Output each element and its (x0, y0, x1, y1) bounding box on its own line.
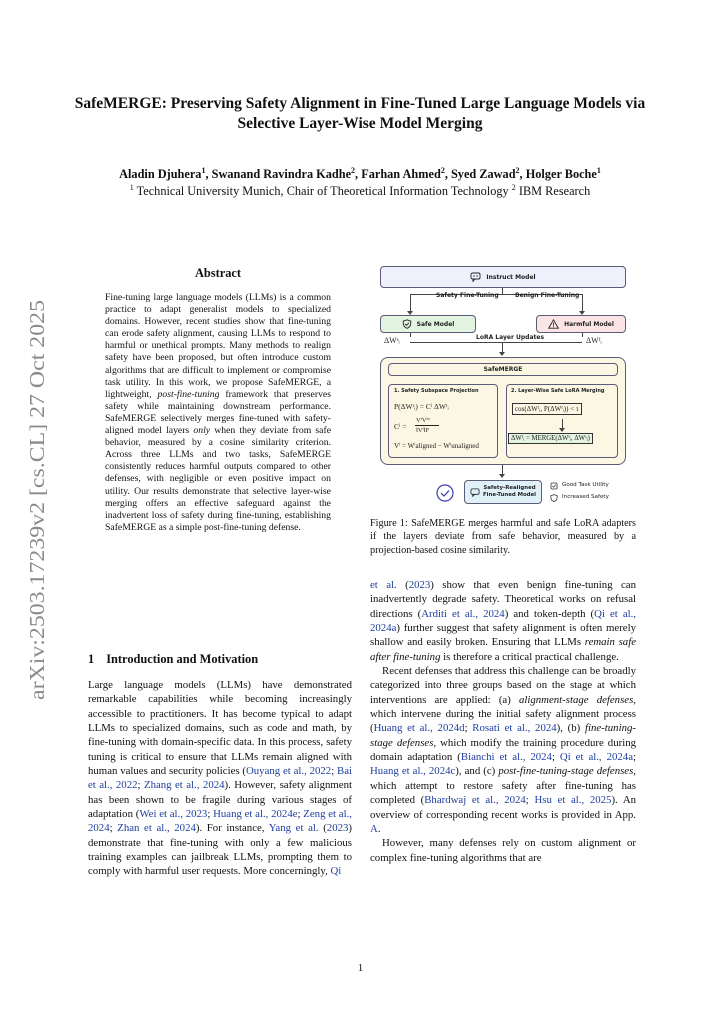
appendix-link[interactable]: A (370, 822, 378, 835)
safety-vector-equation: Vⁱ = Wⁱaligned − Wⁱunaligned (394, 442, 479, 450)
author: Syed Zawad (450, 167, 516, 182)
affiliation: Technical University Munich, Chair of Theoretical Information Technology (136, 184, 509, 199)
figure-1-diagram (370, 262, 636, 508)
safety-finetuning-label: Safety Fine-Tuning (436, 292, 499, 299)
author: Aladin Djuhera (119, 167, 202, 182)
citation-link[interactable]: Arditi et al., 2024 (421, 607, 505, 620)
citation-link[interactable]: Ouyang et al., 2022 (245, 765, 332, 778)
safe-lora-delta: ΔWˢᵢ (384, 336, 400, 345)
citation-link[interactable]: Bai et al., 2022 (88, 765, 352, 792)
citation-link[interactable]: Zeng et al., 2024 (88, 808, 352, 835)
projection-matrix-denominator: ‖Vⁱ‖F (416, 427, 430, 434)
safemerge-title: SafeMERGE (388, 363, 618, 376)
chat-bot-icon (470, 272, 481, 282)
arxiv-identifier (20, 298, 50, 700)
citation-link[interactable]: Huang et al., 2024c (370, 765, 456, 778)
citation-link[interactable]: Zhan et al., 2024 (117, 822, 196, 835)
citation-link[interactable]: Wei et al., 2023 (139, 808, 208, 821)
citation-link[interactable]: Rosati et al., 2024 (472, 722, 557, 735)
instruct-model-box: Instruct Model (380, 266, 626, 288)
intro-right-column: et al. (2023) show that even benign fine-tuning can inadvertently degrade safety. Theoretical works on refusal directions (Arditi et al., 2024) and token-depth (Qi et al., 2024a) further suggest that safety alignment is often merely shallow and easily broken. Ensuring that LLMs remain safe after fine-tuning is therefore a critical practical challenge. Recent defenses that address this challenge can be broadly categorized into three groups based on the stage at which interventions are applied: (a) alignment-stage defenses, which intervene during the initial safety alignment process (Huang et al., 2024d; Rosati et al., 2024), (b) fine-tuning-stage defenses, which modify the training procedure during domain adaptation (Bianchi et al., 2024; Qi et al., 2024a; Huang et al., 2024c), and (c) post-fine-tuning-stage defenses, which attempt to restore safety after fine-tuning has completed (Bhardwaj et al., 2024; Hsu et al., 2025). An overview of corresponding recent works is provided in App. A. However, many defenses rely on custom alignment or complex fine-tuning algorithms that are (370, 579, 637, 864)
lora-updates-label: LoRA Layer Updates (473, 334, 547, 341)
citation-link[interactable]: et al. (370, 579, 397, 591)
citation-link[interactable]: Huang et al., 2024d (373, 722, 465, 735)
warning-icon (548, 319, 559, 329)
author-list: Aladin Djuhera$^1$, Swanand Ravindra Kadhe$^2$, Farhan Ahmed$^2$, Syed Zawad$^2$, Holger Boche$^1$ (119, 166, 601, 182)
chat-bot-icon (470, 488, 480, 497)
merge-equation: ΔWᶠᵢ = MERGE(ΔWᶠᵢ, ΔWˢᵢ) (508, 433, 593, 444)
realigned-model-box: Safety-Realigned Fine-Tuned Model (464, 480, 542, 504)
harmful-lora-delta: ΔWᶠᵢ (586, 336, 602, 345)
citation-link[interactable]: Qi (330, 865, 342, 878)
check-circle-icon (436, 484, 454, 502)
page-number: 1 (357, 962, 364, 974)
citation-link[interactable]: Qi et al., 2024a (370, 607, 637, 635)
benign-finetuning-label: Benign Fine-Tuning (515, 292, 580, 299)
task-utility-icon (550, 482, 558, 490)
intro-left-column: Large language models (LLMs) have demonstrated remarkable capabilities while becoming increasingly accessible to practitioners. It has become typical to adapt LLMs to specialized domains, such as code and math, by fine-tuning with domain-specific data. In this process, safety tuning is critical to ensure that LLMs remain aligned with human values and security policies (Ouyang et al., 2022; Bai et al., 2022; Zhang et al., 2024). However, safety alignment has been shown to be fragile during various stages of adaptation (Wei et al., 2023; Huang et al., 2024e; Zeng et al., 2024; Zhan et al., 2024). For instance, Yang et al. (2023) demonstrate that fine-tuning with only a few malicious training examples can jailbreak LLMs, prompting them to comply with harmful user requests. More concerningly, Qi (88, 679, 352, 878)
projection-matrix-lhs: Cⁱ = (394, 422, 407, 431)
safe-model-box: Safe Model (380, 315, 476, 333)
affiliations: $^1$ Technical University Munich, Chair of Theoretical Information Technology $^2$ IBM Research (129, 183, 591, 199)
citation-link[interactable]: Hsu et al., 2025 (534, 794, 612, 807)
safety-shield-icon (550, 494, 558, 502)
citation-link[interactable]: 2023 (326, 822, 349, 835)
author: Swanand Ravindra Kadhe (211, 167, 352, 182)
legend-utility: Good Task Utility (562, 482, 609, 488)
citation-link[interactable]: Huang et al., 2024e (213, 808, 298, 821)
citation-link[interactable]: Bhardwaj et al., 2024 (424, 794, 526, 807)
author: Farhan Ahmed (361, 167, 441, 182)
projection-step-title: 1. Safety Subspace Projection (394, 388, 479, 394)
merging-step-title: 2. Layer-Wise Safe LoRA Merging (511, 388, 605, 394)
legend-safety: Increased Safety (562, 494, 609, 500)
citation-link[interactable]: Bianchi et al., 2024 (460, 751, 552, 764)
citation-link[interactable]: 2023 (408, 579, 431, 591)
cosine-criterion: cos(ΔWᶠᵢ, P(ΔWᶠᵢ)) < τ (512, 403, 582, 415)
arxiv-id-text: arXiv:2503.17239v2 [cs.CL] 27 Oct 2025 (25, 347, 49, 700)
citation-link[interactable]: Zhang et al., 2024 (143, 779, 225, 792)
shield-check-icon (402, 319, 412, 329)
projection-matrix-numerator: VⁱVⁱᵀ (416, 417, 431, 424)
paper-title: SafeMERGE: Preserving Safety Alignment in Fine-Tuned Large Language Models via Selective Layer-Wise Model Merging (74, 95, 646, 132)
affiliation: IBM Research (518, 184, 591, 199)
harmful-model-box: Harmful Model (536, 315, 626, 333)
figure-caption: Figure 1: SafeMERGE merges harmful and safe LoRA adapters if the layers deviate from safe behavior, measured by a projection-based cosine similarity. (370, 518, 636, 556)
projection-equation: P(ΔWᶠᵢ) = Cⁱ ΔWᶠᵢ (394, 402, 449, 411)
author: Holger Boche (525, 167, 597, 182)
citation-link[interactable]: Qi et al., 2024a (559, 751, 633, 764)
section-heading: 1 Introduction and Motivation (88, 652, 259, 666)
abstract-heading: Abstract (194, 266, 242, 280)
citation-link[interactable]: Yang et al. (268, 822, 319, 835)
abstract-body: Fine-tuning large language models (LLMs) is a common practice to adapt generalist models to specialized domains. However, recent studies show that fine-tuning can erode safety alignment, causing LLMs to respond to harmful or unethical prompts. Many methods to realign safety have been proposed, but often introduce custom algorithms that are difficult to implement or compromise task utility. In this work, we propose SafeMERGE, a lightweight, post-fine-tuning framework that preserves safety while maintaining downstream performance. SafeMERGE selectively merges fine-tuned with safety-aligned model layers only when they deviate from safe behavior, measured by a cosine similarity criterion. Across three LLMs and two tasks, SafeMERGE consistently reduces harmful outputs compared to other defenses, with negligible or even positive impact on utility. Our results demonstrate that selective layer-wise merging offers an effective safeguard against the inadvertent loss of safety during fine-tuning, establishing SafeMERGE as a simple post-fine-tuning defense. (105, 292, 332, 533)
